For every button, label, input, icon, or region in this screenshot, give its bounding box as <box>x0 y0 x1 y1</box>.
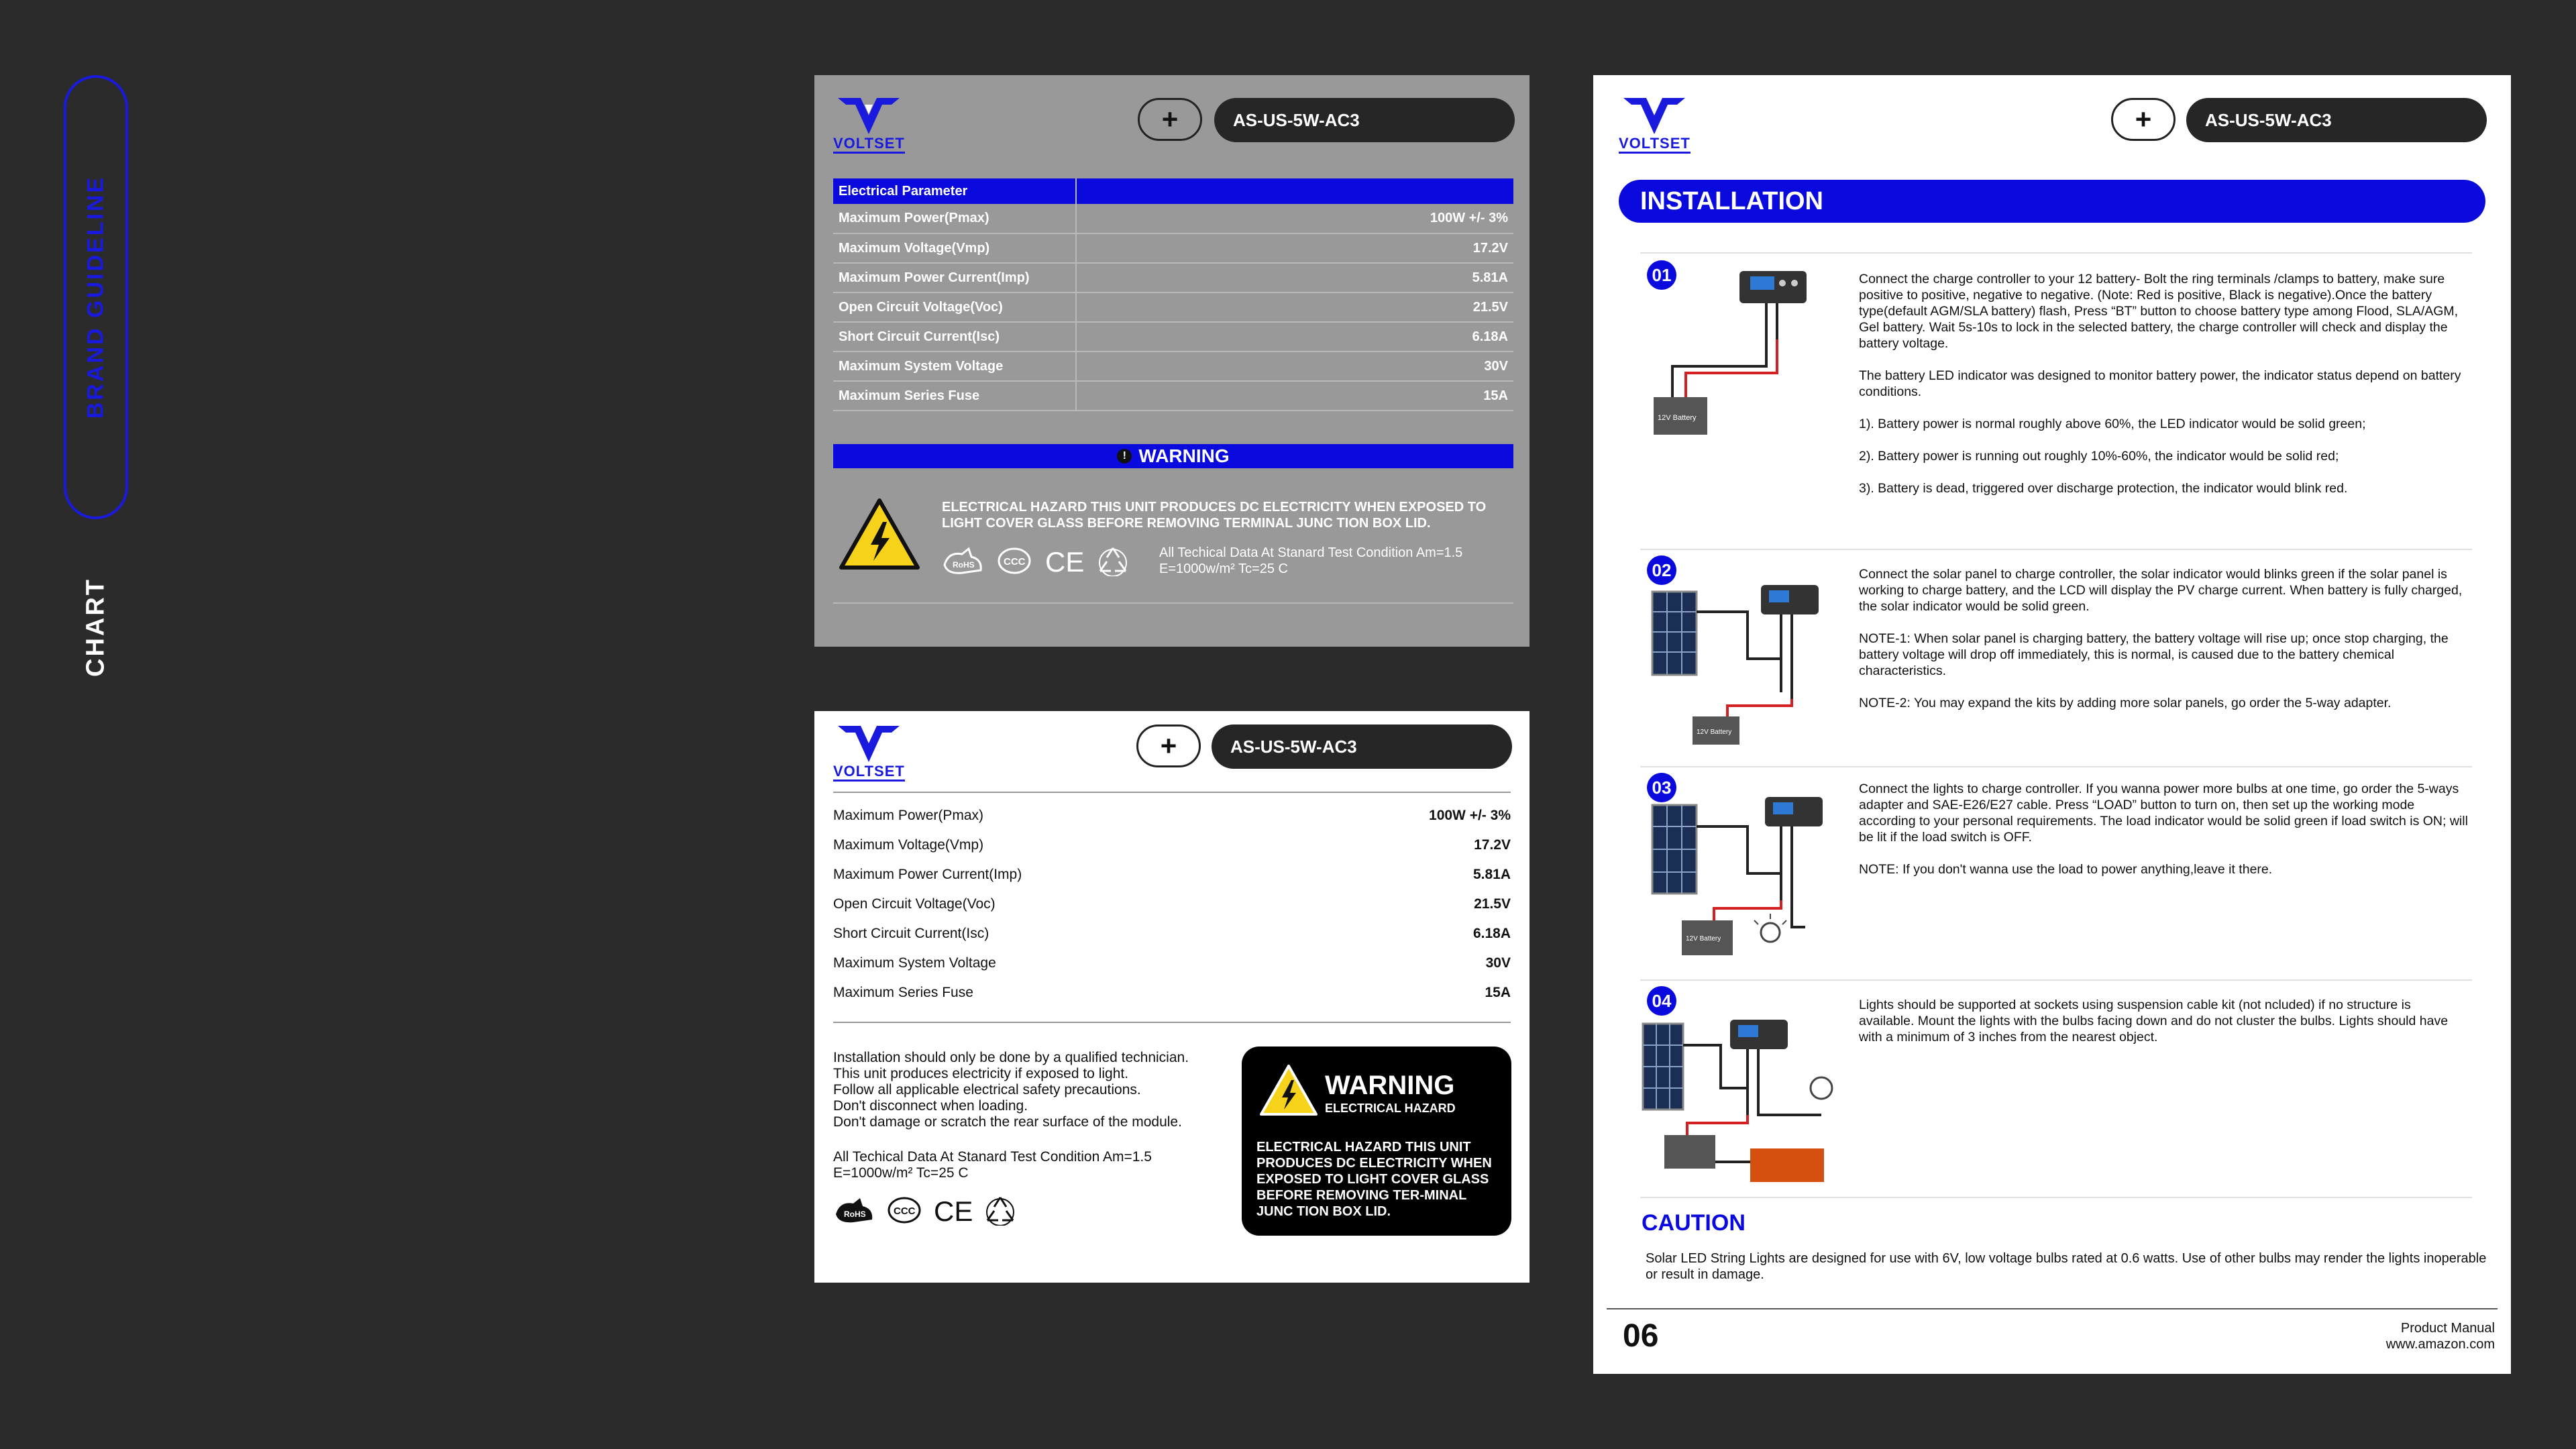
spec-row: Maximum Voltage(Vmp) 17.2V <box>833 837 1511 853</box>
spec-label-white <box>814 711 1529 1283</box>
spec-row: Maximum Power Current(Imp) 5.81A <box>833 867 1511 882</box>
warning-bar <box>833 444 1513 468</box>
electrical-hazard-icon <box>837 496 922 572</box>
step-divider <box>1640 766 2472 767</box>
light-mounting-diagram <box>1640 1014 1855 1202</box>
spec-row: Maximum System Voltage 30V <box>833 955 1511 971</box>
table-row: Maximum System Voltage 30V <box>833 352 1513 381</box>
brand-logo: VOLTSET <box>833 95 905 154</box>
add-button[interactable]: + <box>1136 724 1201 767</box>
model-pill[interactable]: AS-US-5W-AC3 <box>1214 98 1515 142</box>
warning-label: WARNING <box>1138 445 1230 466</box>
warning-box <box>1242 1046 1511 1236</box>
footer-divider <box>1607 1308 2498 1309</box>
certification-marks <box>942 545 1130 577</box>
table-row: Maximum Voltage(Vmp) 17.2V <box>833 233 1513 263</box>
recycle-icon <box>983 1195 1017 1226</box>
step-divider <box>1640 1197 2472 1198</box>
svg-text:12V Battery: 12V Battery <box>1658 414 1697 422</box>
exclamation-icon: ! <box>1117 449 1132 464</box>
load-wiring-diagram <box>1647 793 1848 961</box>
voltset-logo-icon <box>834 723 904 765</box>
step-number: 04 <box>1647 986 1676 1016</box>
manual-page <box>1593 75 2511 1374</box>
table-row: Short Circuit Current(Isc) 6.18A <box>833 322 1513 352</box>
rohs-icon <box>942 545 985 577</box>
step-divider <box>1640 979 2472 981</box>
voltset-logo-icon <box>1619 95 1689 137</box>
section-title: INSTALLATION <box>1619 180 2485 223</box>
table-header-row <box>833 178 1513 204</box>
spec-row: Maximum Power(Pmax) 100W +/- 3% <box>833 808 1511 823</box>
svg-text:CCC: CCC <box>894 1205 916 1217</box>
spec-row: Maximum Series Fuse 15A <box>833 985 1511 1000</box>
svg-text:12V Battery: 12V Battery <box>1697 729 1732 736</box>
ce-icon <box>932 1195 973 1225</box>
recycle-icon <box>1096 545 1130 576</box>
rohs-icon <box>833 1194 876 1226</box>
svg-text:RoHS: RoHS <box>953 560 975 570</box>
electrical-parameter-table <box>833 178 1513 411</box>
voltset-logo-icon <box>834 95 904 137</box>
model-pill[interactable]: AS-US-5W-AC3 <box>1212 724 1512 769</box>
warning-subtitle: ELECTRICAL HAZARD <box>1325 1102 1456 1115</box>
hazard-text: ELECTRICAL HAZARD THIS UNIT PRODUCES DC ELECTRICITY WHEN EXPOSED TO LIGHT COVER GLASS BEFORE REMOVING TERMINAL JUNC TION BOX LID. <box>942 500 1487 531</box>
test-condition-text: All Techical Data At Stanard Test Condition Am=1.5 E=1000w/m² Tc=25 C <box>833 1149 1152 1181</box>
brand-logo: VOLTSET <box>833 723 905 782</box>
spec-row: Short Circuit Current(Isc) 6.18A <box>833 926 1511 941</box>
test-condition-text: All Techical Data At Stanard Test Condition Am=1.5 E=1000w/m² Tc=25 C <box>1159 545 1463 576</box>
electrical-hazard-icon <box>1258 1063 1320 1118</box>
svg-text:CE: CE <box>1045 546 1084 576</box>
ce-icon <box>1044 546 1084 576</box>
step-number: 03 <box>1647 773 1676 802</box>
caution-title: CAUTION <box>1642 1210 1746 1236</box>
step-divider <box>1640 252 2472 254</box>
ccc-icon <box>997 546 1032 576</box>
chart-label: CHART <box>81 578 110 677</box>
table-row: Maximum Power(Pmax) 100W +/- 3% <box>833 204 1513 233</box>
brand-guideline-label: BRAND GUIDELINE <box>83 175 109 419</box>
add-button[interactable]: + <box>2111 98 2176 141</box>
model-pill[interactable]: AS-US-5W-AC3 <box>2186 98 2487 142</box>
warning-title: WARNING <box>1325 1071 1455 1100</box>
warning-body: ELECTRICAL HAZARD THIS UNIT PRODUCES DC ELECTRICITY WHEN EXPOSED TO LIGHT COVER GLASS BEFORE REMOVING TER-MINAL JUNC TION BOX LID. <box>1256 1140 1492 1219</box>
table-header: Electrical Parameter <box>833 178 1076 204</box>
certification-marks <box>833 1194 1017 1226</box>
caution-text: Solar LED String Lights are designed for use with 6V, low voltage bulbs rated at 0.6 watts. Use of other bulbs may render the lights inoperable or result in damage. <box>1646 1251 2487 1282</box>
ccc-icon <box>887 1195 922 1225</box>
step-divider <box>1640 549 2472 550</box>
battery-wiring-diagram <box>1646 266 1847 447</box>
svg-text:CCC: CCC <box>1004 556 1026 568</box>
step-text: Connect the lights to charge controller. If you wanna power more bulbs at one time, go order the 5-ways adapter and SAE-E26/E27 cable. Press “LOAD” button to turn on, then set up the working mode according to your personal requirements. The load indicator would be solid green if load switch is ON; will be lit if the load switch is OFF. NOTE: If you don't wanna use the load to power anything,leave it there. <box>1859 782 2468 877</box>
step-number: 02 <box>1647 555 1676 585</box>
svg-text:RoHS: RoHS <box>844 1210 866 1219</box>
footer-info: Product Manual www.amazon.com <box>2385 1321 2495 1352</box>
step-text: Connect the charge controller to your 12 battery- Bolt the ring terminals /clamps to battery, make sure positive to positive, negative to negative. (Note: Red is positive, Black is negative).Once the battery type(default AGM/SLA battery) flash, Press “BT” button to choose battery type among Flood, SLA/AGM, Gel battery. Wait 5s-10s to lock in the selected battery, the charge controller will check and display the battery voltage. The battery LED indicator was designed to monitor battery power, the indicator status depend on battery conditions. 1). Battery power is normal roughly above 60%, the LED indicator would be solid green; 2). Battery power is running out roughly 10%-60%, the indicator would be solid red; 3). Battery is dead, triggered over discharge protection, the indicator would blink red. <box>1859 272 2461 496</box>
divider <box>833 792 1511 793</box>
installation-notes: Installation should only be done by a qualified technician. This unit produces electricity if exposed to light. Follow all applicable electrical safety precautions. Don't disconnect when loading. Don't damage or scratch the rear surface of the module. <box>833 1050 1189 1130</box>
add-button[interactable]: + <box>1138 98 1202 141</box>
table-row: Open Circuit Voltage(Voc) 21.5V <box>833 292 1513 322</box>
step-number: 01 <box>1647 260 1676 290</box>
table-row: Maximum Power Current(Imp) 5.81A <box>833 263 1513 292</box>
divider <box>833 602 1513 604</box>
svg-text:12V Battery: 12V Battery <box>1686 935 1721 943</box>
brand-logo: VOLTSET <box>1619 95 1690 154</box>
table-row: Maximum Series Fuse 15A <box>833 381 1513 411</box>
spec-label-grey <box>814 75 1529 647</box>
solar-panel-diagram <box>1647 585 1848 746</box>
footer-link[interactable]: www.amazon.com <box>2385 1337 2495 1352</box>
page-number: 06 <box>1623 1318 1659 1354</box>
svg-text:CE: CE <box>934 1195 973 1225</box>
divider <box>833 1022 1511 1023</box>
step-text: Connect the solar panel to charge controller, the solar indicator would blinks green if the solar panel is working to charge battery, and the LCD will display the PV charge current. When battery is fully charged, the solar indicator would be solid green. NOTE-1: When solar panel is charging battery, the battery voltage will rise up; once stop charging, the battery voltage will drop off immediately, this is normal, is caused due to the battery chemical characteristics. NOTE-2: You may expand the kits by adding more solar panels, go order the 5-way adapter. <box>1859 567 2463 710</box>
step-text: Lights should be supported at sockets using suspension cable kit (not ncluded) if no structure is available. Mount the lights with the bulbs facing down and do not cluster the bulbs. Lights should have with a minimum of 3 inches from the nearest object. <box>1859 998 2449 1044</box>
spec-row: Open Circuit Voltage(Voc) 21.5V <box>833 896 1511 912</box>
